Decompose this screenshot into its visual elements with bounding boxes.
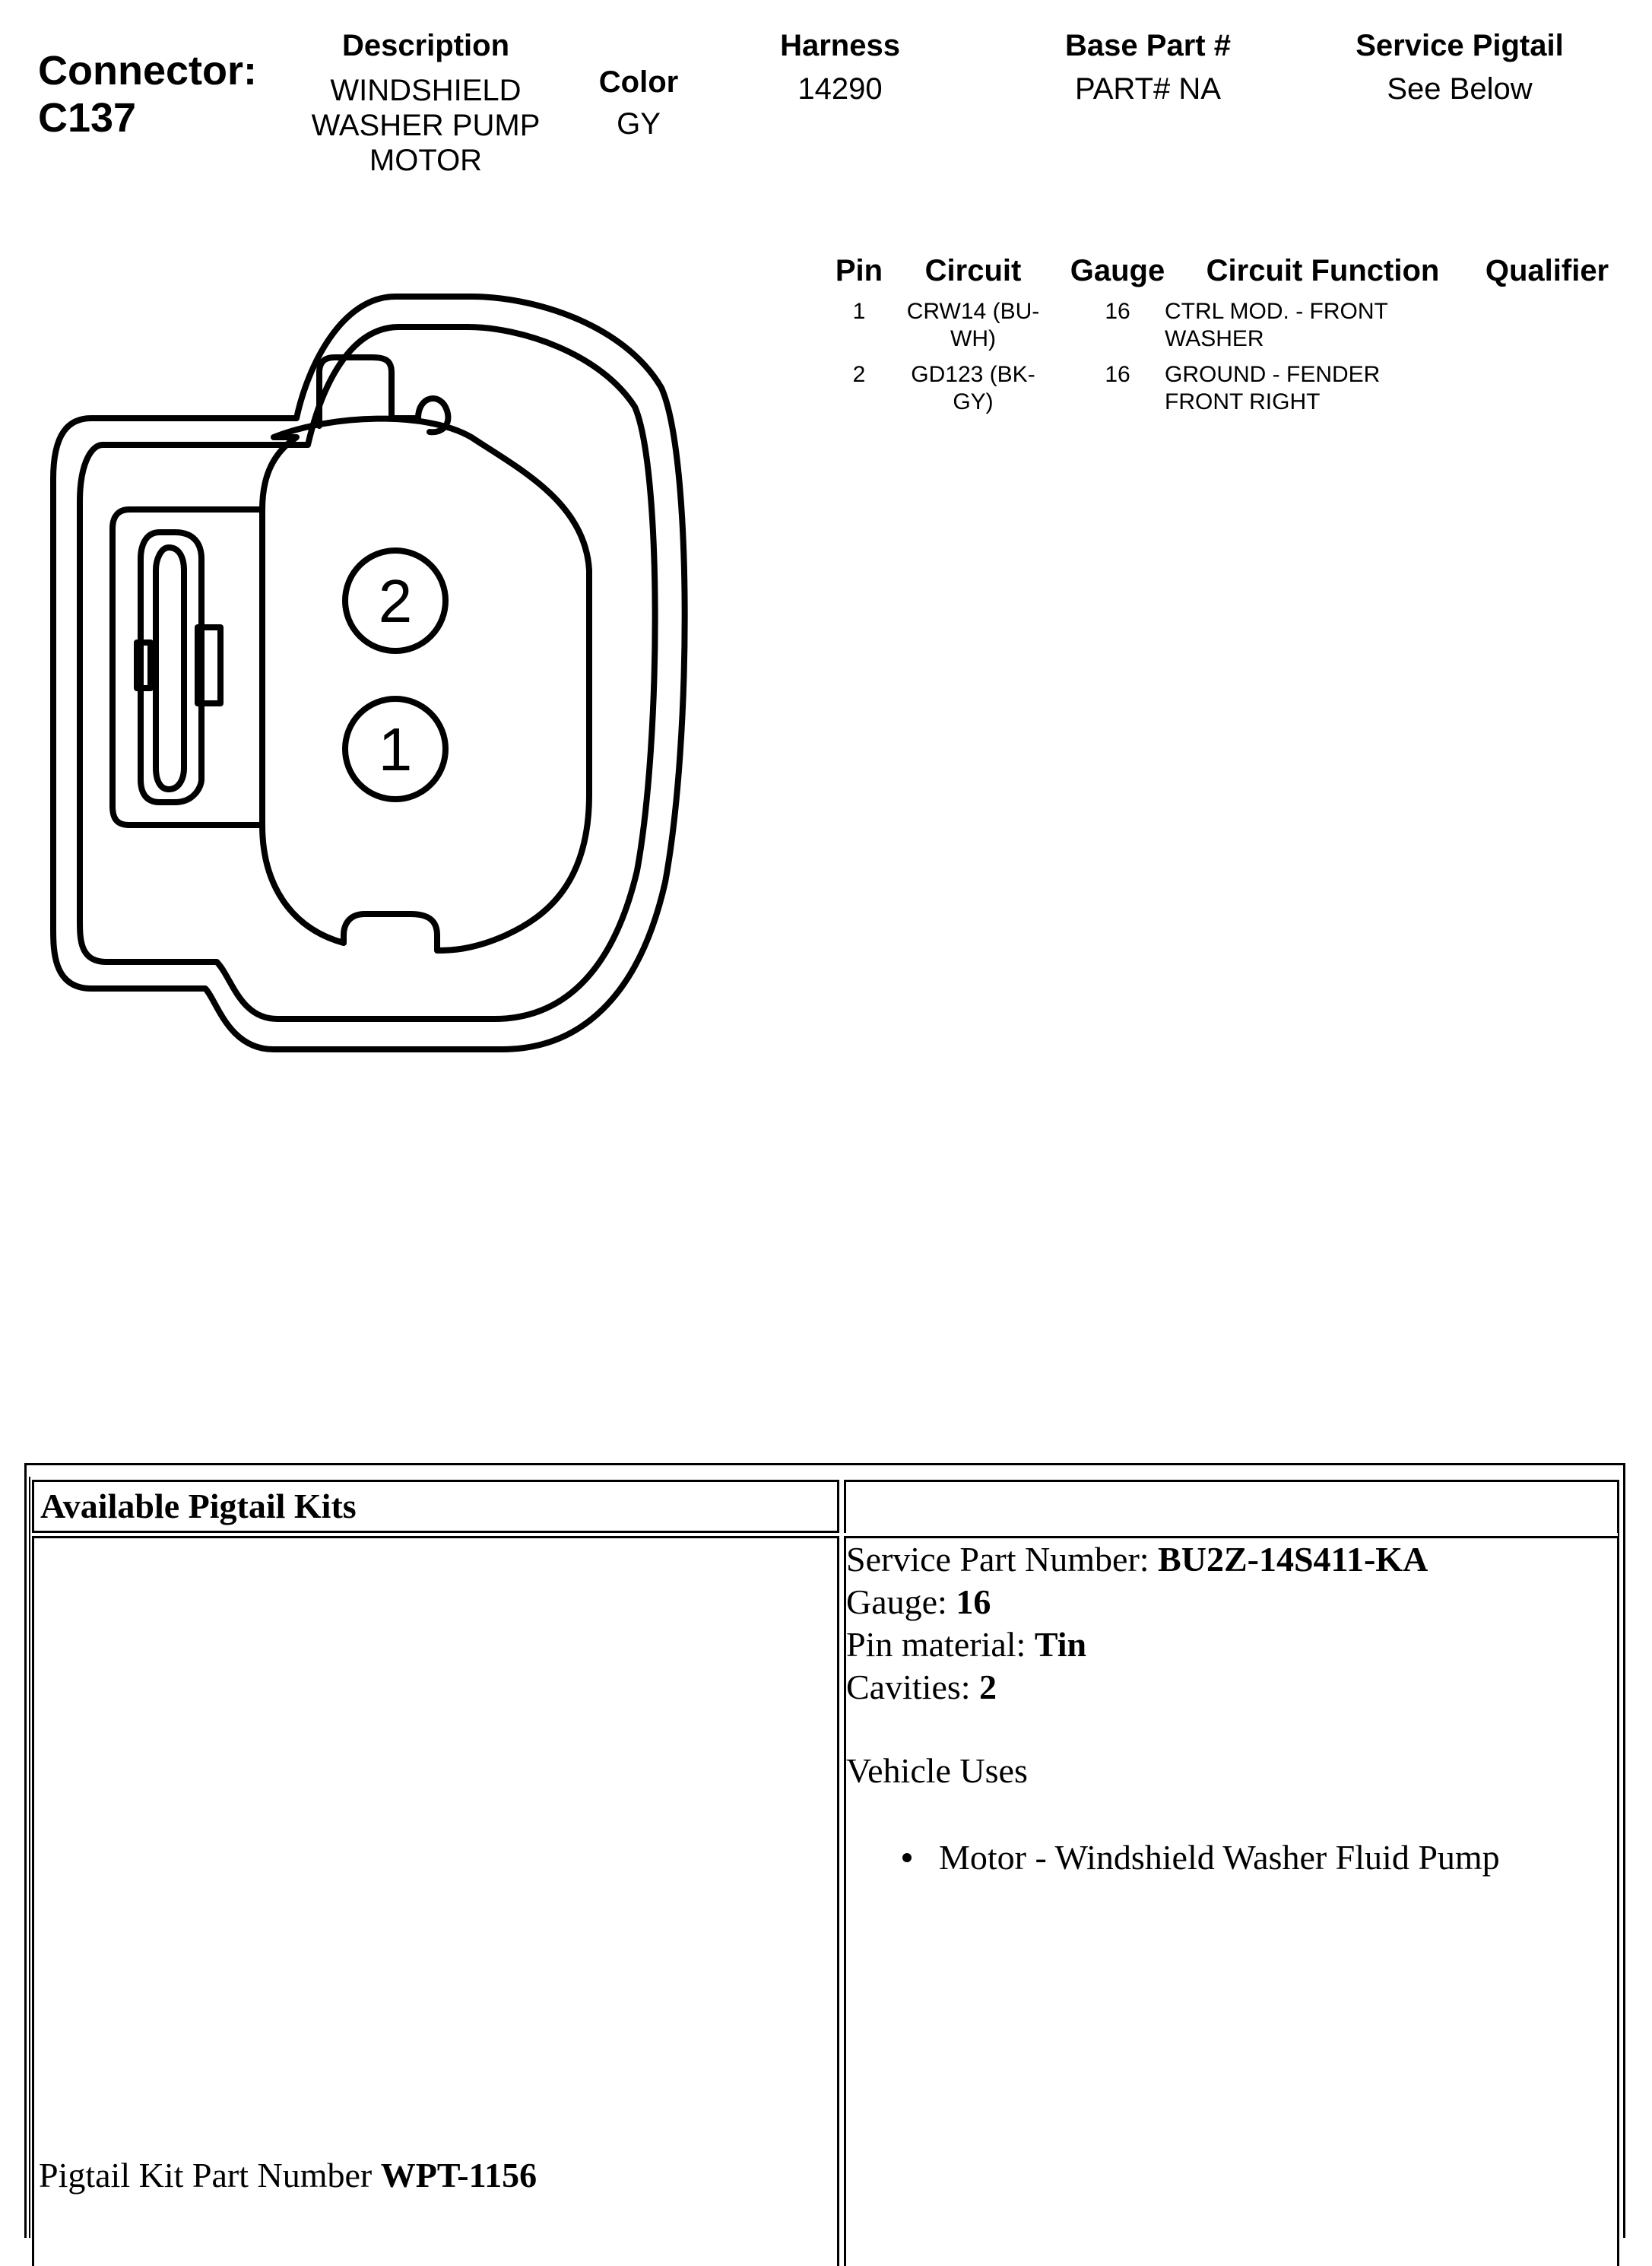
circuit-column-header: Circuit	[924, 254, 1022, 287]
connector-title	[38, 47, 257, 141]
kit-details	[846, 1538, 1500, 1879]
circuit-cell	[897, 298, 1049, 353]
frame-top-line	[24, 1463, 1625, 1465]
description-column	[293, 27, 559, 178]
top-notch	[418, 398, 448, 432]
circuit-function-column-header: Circuit Function	[1206, 254, 1440, 287]
table-row	[829, 361, 1627, 422]
pin-label-1: 1	[378, 716, 413, 783]
kit-part-number	[39, 2154, 537, 2197]
service-part-value: BU2Z-14S411-KA	[1158, 1540, 1428, 1579]
terminal-cavity-outline	[262, 419, 589, 951]
circuit-line: CRW14 (BU-	[906, 299, 1040, 324]
harness-column	[730, 27, 950, 106]
base-part-header: Base Part #	[1065, 29, 1231, 62]
base-part-value: PART# NA	[1075, 72, 1221, 106]
cavities	[846, 1666, 1500, 1709]
description-line-1: WINDSHIELD	[330, 74, 522, 107]
kit-image-cell	[32, 1536, 839, 2266]
pin-number: 1	[852, 299, 866, 324]
pin-number: 2	[852, 362, 866, 387]
bullet-icon	[902, 1853, 912, 1862]
kits-title: Available Pigtail Kits	[40, 1487, 357, 1525]
harness-header: Harness	[780, 29, 900, 62]
cavities-label: Cavities:	[846, 1668, 980, 1706]
function-line: WASHER	[1165, 326, 1264, 351]
connector-label: Connector:	[38, 48, 257, 94]
table-row	[829, 298, 1627, 359]
description-line-3: MOTOR	[369, 144, 483, 177]
pin-label-2: 2	[378, 567, 413, 635]
circuit-line: WH)	[950, 326, 996, 351]
description-line-2: WASHER PUMP	[311, 109, 541, 142]
kit-gauge	[846, 1581, 1500, 1623]
gauge-cell: 16	[1105, 299, 1130, 324]
kits-title-right-cell	[844, 1480, 1619, 1533]
kit-part-value: WPT-1156	[380, 2156, 537, 2195]
circuit-line: GY)	[953, 389, 994, 414]
cavities-value: 2	[979, 1668, 997, 1706]
inner-left-line	[29, 1477, 30, 2238]
service-part-number	[846, 1538, 1500, 1581]
qualifier-column-header: Qualifier	[1485, 254, 1609, 287]
pin-material-value: Tin	[1034, 1625, 1087, 1664]
pin-material-label: Pin material:	[846, 1625, 1035, 1664]
kit-gauge-value: 16	[956, 1582, 991, 1621]
list-item	[846, 1836, 1500, 1879]
function-line: GROUND - FENDER	[1165, 362, 1381, 387]
kit-gauge-label: Gauge:	[846, 1582, 956, 1621]
kits-title-box	[32, 1480, 839, 1533]
gauge-column-header: Gauge	[1070, 254, 1165, 287]
function-line: CTRL MOD. - FRONT	[1165, 299, 1388, 324]
harness-value: 14290	[797, 72, 883, 106]
latch-inner	[156, 547, 184, 789]
service-pigtail-header: Service Pigtail	[1356, 29, 1564, 62]
inner-right-line	[1618, 1533, 1619, 2238]
circuit-function-cell	[1165, 298, 1454, 353]
connector-id: C137	[38, 95, 137, 141]
circuit-line: GD123 (BK-	[911, 362, 1035, 387]
pin-column-header: Pin	[835, 254, 883, 287]
pin-material	[846, 1623, 1500, 1666]
color-value: GY	[617, 107, 661, 141]
service-pigtail-column	[1315, 27, 1604, 106]
connector-face-diagram	[46, 281, 699, 1080]
circuit-cell	[897, 361, 1049, 416]
service-part-label: Service Part Number:	[846, 1540, 1159, 1579]
base-part-column	[1019, 27, 1277, 106]
frame-right-line	[1623, 1463, 1625, 2238]
vehicle-use-text: Motor - Windshield Washer Fluid Pump	[939, 1838, 1500, 1877]
pin-table	[829, 252, 1627, 427]
kit-details-cell	[844, 1536, 1619, 2266]
color-header: Color	[598, 65, 679, 99]
vehicle-uses-label: Vehicle Uses	[846, 1751, 1028, 1790]
frame-left-line	[24, 1463, 27, 2238]
gauge-cell: 16	[1105, 362, 1130, 387]
kit-part-label: Pigtail Kit Part Number	[39, 2156, 381, 2195]
circuit-function-cell	[1165, 361, 1454, 416]
description-header: Description	[341, 29, 510, 62]
service-pigtail-value: See Below	[1387, 72, 1533, 106]
color-column	[563, 64, 715, 141]
function-line: FRONT RIGHT	[1165, 389, 1321, 414]
